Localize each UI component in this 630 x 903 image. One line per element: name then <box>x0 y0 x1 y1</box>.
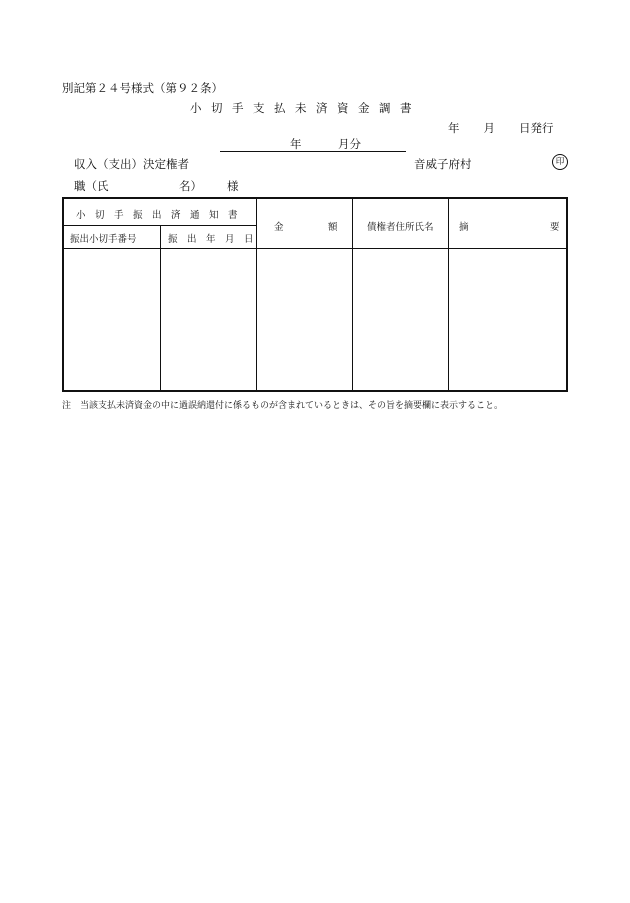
period-line <box>220 136 406 152</box>
addressee-line <box>74 178 239 194</box>
form-label: 別記第２４号様式（第９２条） <box>62 81 223 95</box>
table-divider <box>448 199 449 390</box>
issue-month-label: 月 <box>483 121 495 135</box>
header-remarks-left: 摘 <box>459 222 469 233</box>
document-title: 小切手支払未済資金調書 <box>190 101 421 115</box>
issue-day-label: 日発行 <box>519 121 554 135</box>
header-remarks-right: 要 <box>550 222 560 233</box>
issue-year-label: 年 <box>448 121 460 135</box>
header-check-number: 振出小切手番号 <box>70 234 137 245</box>
issue-date <box>448 120 554 136</box>
footnote: 注 当該支払未済資金の中に過誤納還付に係るものが含まれているときは、その旨を摘要欄に表示すること。 <box>62 401 504 411</box>
header-creditor: 債権者住所氏名 <box>367 222 434 233</box>
funds-table <box>62 197 568 392</box>
header-amount-right: 額 <box>328 222 338 233</box>
period-year-label: 年 <box>290 137 302 151</box>
village-name: 音威子府村 <box>414 157 472 171</box>
authority-label: 収入（支出）決定権者 <box>74 157 189 171</box>
header-check-notice: 小 切 手 振 出 済 通 知 書 <box>76 210 238 221</box>
header-issue-date: 振 出 年 月 日 <box>168 234 254 245</box>
table-divider <box>352 199 353 390</box>
table-divider <box>256 199 257 390</box>
header-amount-left: 金 <box>274 222 284 233</box>
addressee-shoku: 職（氏 <box>74 179 109 193</box>
addressee-mei: 名） <box>179 179 202 193</box>
period-month-label: 月分 <box>338 137 361 151</box>
table-divider <box>64 225 256 226</box>
seal-mark: 印 <box>552 154 568 170</box>
table-divider <box>160 225 161 390</box>
addressee-sama: 様 <box>227 179 239 193</box>
table-divider <box>64 248 566 249</box>
